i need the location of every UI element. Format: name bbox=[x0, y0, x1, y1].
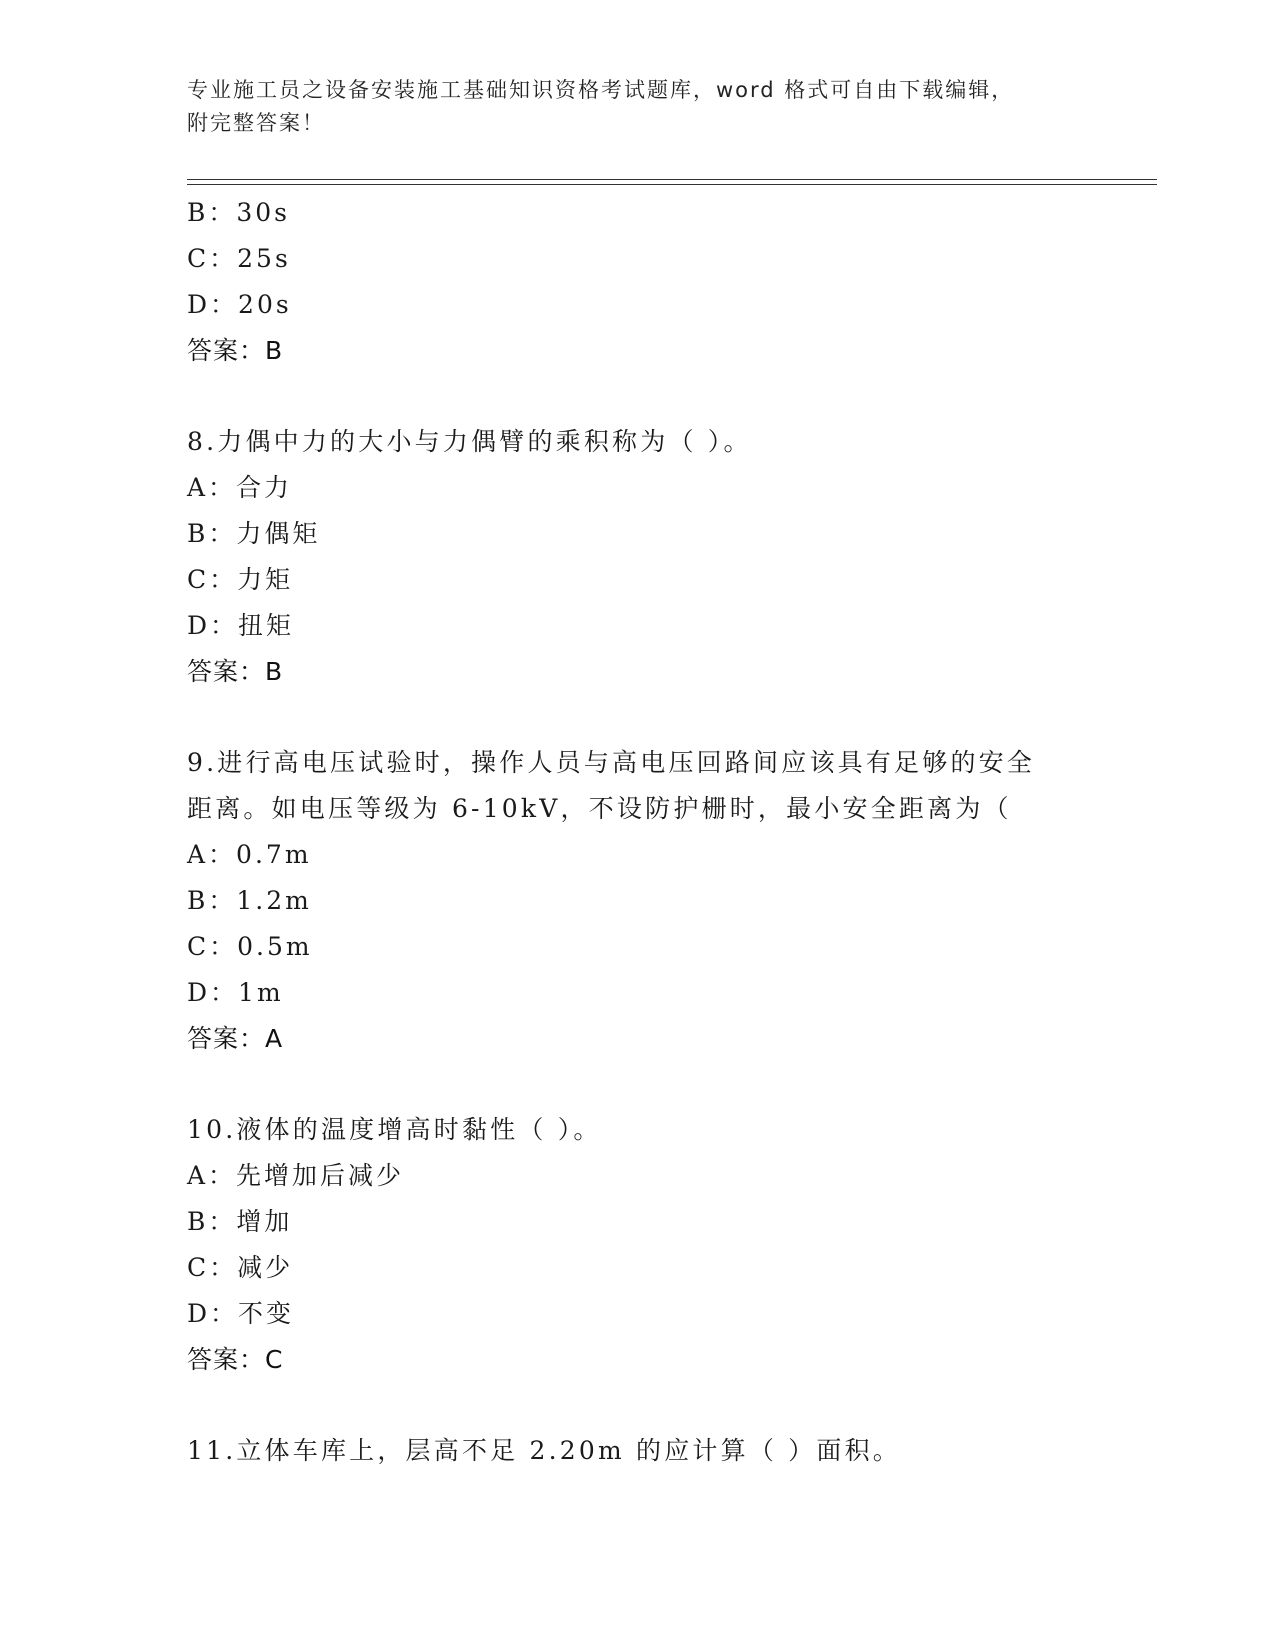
option-b: B：力偶矩 bbox=[187, 519, 321, 548]
option-a: A：合力 bbox=[187, 473, 293, 502]
question-stem-line-1: 9.进行高电压试验时，操作人员与高电压回路间应该具有足够的安全 bbox=[187, 748, 1036, 777]
answer: 答案：C bbox=[187, 1345, 284, 1374]
option-d: D：不变 bbox=[187, 1299, 295, 1328]
question-stem: 11.立体车库上，层高不足 2.20m 的应计算（ ）面积。 bbox=[187, 1436, 901, 1465]
header-divider-bottom bbox=[187, 184, 1157, 185]
spacer bbox=[187, 374, 1147, 419]
question-stem: 8.力偶中力的大小与力偶臂的乘积称为（ ）。 bbox=[187, 427, 752, 456]
answer: 答案：B bbox=[187, 336, 284, 365]
answer: 答案：A bbox=[187, 1024, 284, 1053]
question-9 bbox=[187, 740, 1147, 1062]
option-d: D：1m bbox=[187, 978, 284, 1007]
spacer bbox=[187, 1062, 1147, 1107]
document-header bbox=[187, 74, 1087, 140]
answer: 答案：B bbox=[187, 657, 284, 686]
header-divider-top bbox=[187, 179, 1157, 180]
option-c: C：0.5m bbox=[187, 932, 313, 961]
spacer bbox=[187, 695, 1147, 740]
option-d: D：扭矩 bbox=[187, 611, 295, 640]
question-stem-line-2: 距离。如电压等级为 6-10kV，不设防护栅时，最小安全距离为（ bbox=[187, 794, 1012, 823]
question-list bbox=[187, 190, 1147, 1474]
question-10 bbox=[187, 1107, 1147, 1383]
option-c: C：减少 bbox=[187, 1253, 294, 1282]
option-c: C：25s bbox=[187, 244, 291, 273]
question-8 bbox=[187, 419, 1147, 695]
header-line-2: 附完整答案！ bbox=[187, 111, 325, 135]
option-b: B：1.2m bbox=[187, 886, 312, 915]
header-line-1: 专业施工员之设备安装施工基础知识资格考试题库，word 格式可自由下载编辑， bbox=[187, 78, 1015, 102]
option-c: C：力矩 bbox=[187, 565, 294, 594]
option-b: B：增加 bbox=[187, 1207, 293, 1236]
question-7 bbox=[187, 190, 1147, 374]
question-11 bbox=[187, 1428, 1147, 1474]
option-b: B：30s bbox=[187, 198, 291, 227]
option-a: A：0.7m bbox=[187, 840, 312, 869]
option-d: D：20s bbox=[187, 290, 292, 319]
question-stem: 10.液体的温度增高时黏性（ ）。 bbox=[187, 1115, 602, 1144]
option-a: A：先增加后减少 bbox=[187, 1161, 405, 1190]
spacer bbox=[187, 1383, 1147, 1428]
